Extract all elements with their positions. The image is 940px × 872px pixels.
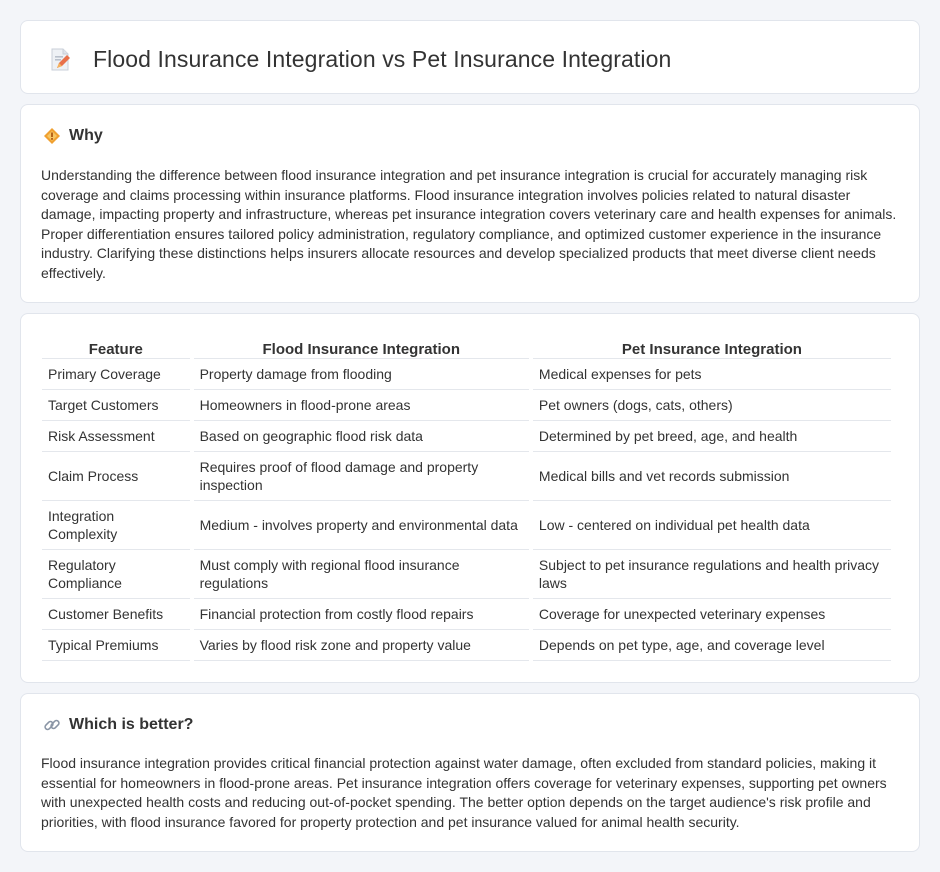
feature-cell: Claim Process: [42, 452, 190, 501]
better-heading: Which is better?: [69, 716, 194, 733]
pet-cell: Low - centered on individual pet health data: [533, 501, 891, 550]
table-header-row: [42, 335, 891, 359]
feature-cell: Typical Premiums: [42, 630, 190, 661]
comparison-table-card: [20, 313, 920, 683]
title-row: [49, 46, 671, 73]
title-card: [20, 20, 920, 94]
flood-cell: Medium - involves property and environmental data: [194, 501, 529, 550]
better-text: Flood insurance integration provides critical financial protection against water damage, often excluded from standard policies, making it essential for homeowners in flood-prone areas. Pet insurance integration offers coverage for veterinary expenses, supporting pet owners with unexpected health costs and reducing out-of-pocket spending. The better option depends on the target audience's risk profile and priorities, with flood insurance favored for property protection and pet insurance valued for animal health security.: [41, 755, 887, 830]
table-row: [42, 599, 891, 630]
pet-cell: Coverage for unexpected veterinary expenses: [533, 599, 891, 630]
pet-cell: Determined by pet breed, age, and health: [533, 421, 891, 452]
pet-cell: Medical expenses for pets: [533, 359, 891, 390]
flood-cell: Must comply with regional flood insurance regulations: [194, 550, 529, 599]
diamond-warning-icon: [43, 127, 61, 145]
pet-cell: Pet owners (dogs, cats, others): [533, 390, 891, 421]
flood-cell: Homeowners in flood-prone areas: [194, 390, 529, 421]
why-text: Understanding the difference between flood insurance integration and pet insurance integration is crucial for accurately managing risk coverage and claims processing within insurance platforms. Flood insurance integration involves policies related to natural disaster damage, impacting property and infrastructure, whereas pet insurance integration covers veterinary care and health expenses for animals. Proper differentiation ensures tailored policy administration, regulatory compliance, and optimized customer experience in the insurance industry. Clarifying these distinctions helps insurers allocate resources and develop specialized products that meet diverse client needs effectively.: [41, 167, 897, 281]
table-row: [42, 550, 891, 599]
flood-cell: Financial protection from costly flood repairs: [194, 599, 529, 630]
feature-cell: Customer Benefits: [42, 599, 190, 630]
which-better-section: [20, 693, 920, 852]
table-row: [42, 390, 891, 421]
feature-cell: Target Customers: [42, 390, 190, 421]
pet-cell: Medical bills and vet records submission: [533, 452, 891, 501]
flood-cell: Requires proof of flood damage and property inspection: [194, 452, 529, 501]
table-row: [42, 630, 891, 661]
feature-cell: Risk Assessment: [42, 421, 190, 452]
table-row: [42, 421, 891, 452]
why-section: [20, 104, 920, 303]
flood-cell: Based on geographic flood risk data: [194, 421, 529, 452]
feature-cell: Primary Coverage: [42, 359, 190, 390]
comparison-table: [38, 335, 895, 661]
flood-cell: Varies by flood risk zone and property value: [194, 630, 529, 661]
table-row: [42, 452, 891, 501]
better-heading-row: [43, 716, 193, 734]
why-heading: Why: [69, 127, 103, 144]
pet-cell: Depends on pet type, age, and coverage level: [533, 630, 891, 661]
why-heading-row: [43, 127, 103, 145]
page-title: Flood Insurance Integration vs Pet Insurance Integration: [93, 46, 672, 72]
flood-cell: Property damage from flooding: [194, 359, 529, 390]
feature-cell: Regulatory Compliance: [42, 550, 190, 599]
table-row: [42, 359, 891, 390]
pet-cell: Subject to pet insurance regulations and health privacy laws: [533, 550, 891, 599]
header-feature: Feature: [42, 335, 190, 359]
table-row: [42, 501, 891, 550]
document-pen-icon: [49, 48, 71, 72]
header-flood: Flood Insurance Integration: [194, 335, 529, 359]
link-icon: [43, 716, 61, 734]
header-pet: Pet Insurance Integration: [533, 335, 891, 359]
feature-cell: Integration Complexity: [42, 501, 190, 550]
